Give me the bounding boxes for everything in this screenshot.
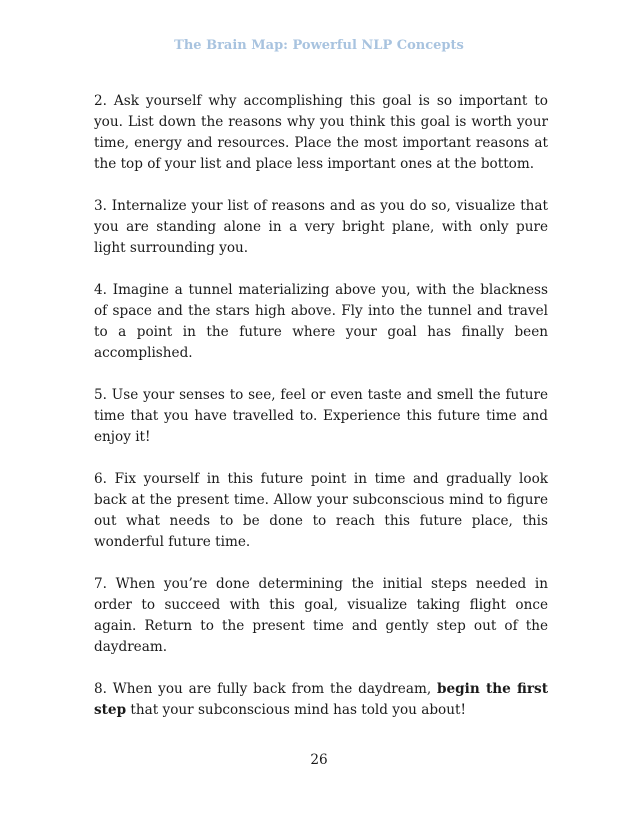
running-header: The Brain Map: Powerful NLP Concepts: [174, 38, 464, 53]
step-paragraph-2: 2. Ask yourself why accomplishing this goal is so important to you. List down the reasons why you think this goal is worth your time, energy and resources. Place the most important reasons at the top of your list and place less important ones at the bottom.: [94, 93, 548, 172]
step-paragraph-3: 3. Internalize your list of reasons and as you do so, visualize that you are standing alone in a very bright plane, with only pure light surrounding you.: [94, 198, 548, 256]
step-8-emphasis: begin the first step: [94, 681, 548, 718]
step-paragraph-6: 6. Fix yourself in this future point in time and gradually look back at the present time. Allow your subconscious mind to figure out what needs to be done to reach this future place, this wonderful future time.: [94, 471, 548, 550]
page-number: 26: [310, 752, 328, 768]
step-paragraph-8: [94, 679, 548, 721]
body-text: [94, 91, 548, 742]
step-paragraph-4: 4. Imagine a tunnel materializing above you, with the blackness of space and the stars high above. Fly into the tunnel and travel to a point in the future where your goal has finally been accomplished.: [94, 282, 548, 361]
step-paragraph-5: 5. Use your senses to see, feel or even taste and smell the future time that you have travelled to. Experience this future time and enjoy it!: [94, 387, 548, 445]
step-8-lead: 8. When you are fully back from the daydream,: [94, 681, 437, 697]
step-8-tail: that your subconscious mind has told you about!: [126, 702, 466, 718]
step-paragraph-7: 7. When you’re done determining the initial steps needed in order to succeed with this goal, visualize taking flight once again. Return to the present time and gently step out of the daydream.: [94, 576, 548, 655]
